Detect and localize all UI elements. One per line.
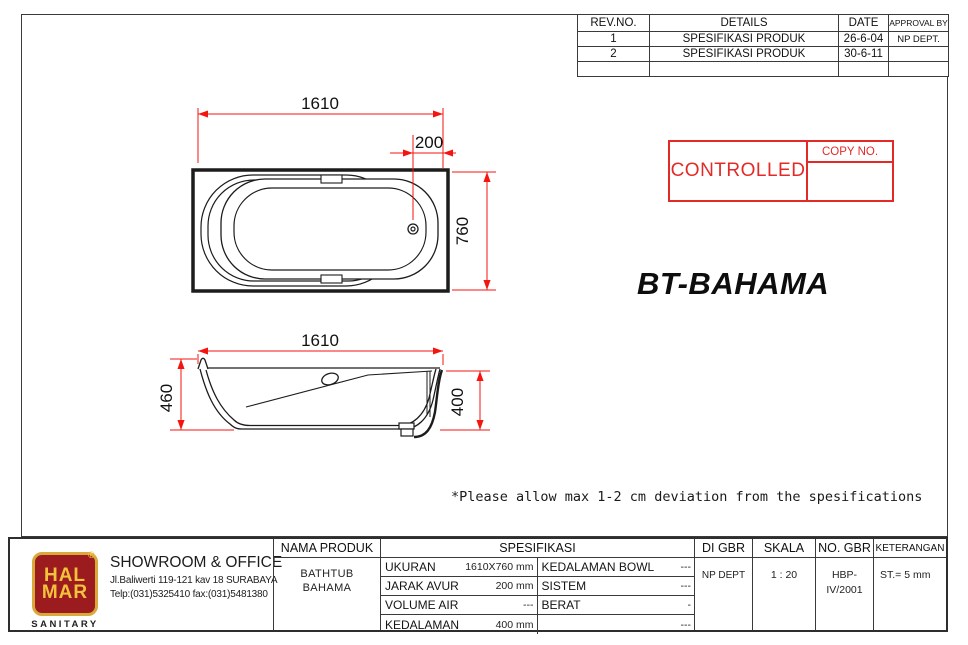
spec-value: --- bbox=[523, 599, 534, 611]
logo-text-line2: MAR bbox=[41, 582, 89, 603]
nama-produk-cell bbox=[273, 539, 380, 630]
revision-row bbox=[578, 62, 949, 77]
dim-length-side-view: 1610 bbox=[301, 331, 339, 350]
spec-row-kedalaman-bowl bbox=[538, 558, 695, 577]
spec-value: - bbox=[687, 599, 691, 611]
office-phone: Telp:(031)5325410 fax:(031)5481380 bbox=[110, 589, 268, 600]
spec-value: --- bbox=[680, 618, 691, 631]
company-cell bbox=[10, 539, 283, 630]
rev-no: 2 bbox=[578, 47, 650, 62]
registered-mark: ® bbox=[88, 550, 95, 560]
rev-details: SPESIFIKASI PRODUK bbox=[650, 47, 839, 62]
drain-pipe-assembly bbox=[399, 370, 442, 437]
dim-height-left: 460 bbox=[157, 383, 176, 413]
spec-left-column bbox=[381, 558, 538, 634]
controlled-label: CONTROLLED bbox=[670, 160, 806, 181]
di-gbr-value: NP DEPT bbox=[701, 570, 746, 581]
controlled-stamp bbox=[668, 140, 894, 202]
tub-grip-bottom bbox=[321, 275, 342, 283]
rev-date: 26-6-04 bbox=[839, 32, 889, 47]
date-header: DATE bbox=[839, 15, 889, 32]
office-info bbox=[110, 554, 283, 600]
approval-by-header: APPROVAL BY bbox=[889, 15, 949, 32]
spesifikasi-header: SPESIFIKASI bbox=[381, 539, 694, 558]
rev-date: 30-6-11 bbox=[839, 47, 889, 62]
copy-no-cell bbox=[806, 142, 892, 200]
spec-label: SISTEM bbox=[541, 579, 587, 593]
revision-row bbox=[578, 47, 949, 62]
dim-length-top-view: 1610 bbox=[301, 94, 339, 113]
spec-label: BERAT bbox=[541, 598, 581, 612]
copy-no-label: COPY NO. bbox=[808, 142, 892, 163]
office-address: Jl.Baliwerti 119-121 kav 18 SURABAYA bbox=[110, 575, 278, 586]
product-title: BT-BAHAMA bbox=[637, 266, 830, 301]
spec-row-ukuran bbox=[381, 558, 537, 577]
bathtub-side-view-drawing bbox=[150, 325, 505, 447]
keterangan-cell bbox=[873, 539, 946, 630]
drain-hole bbox=[408, 224, 418, 234]
dimension-lines bbox=[170, 351, 490, 430]
spec-value: 1610X760 mm bbox=[465, 561, 534, 573]
spec-label: VOLUME AIR bbox=[385, 598, 459, 612]
skala-header: SKALA bbox=[753, 539, 815, 558]
rev-date bbox=[839, 62, 889, 77]
logo-sanitary-label: SANITARY bbox=[31, 619, 99, 630]
rev-approval bbox=[889, 62, 949, 77]
revision-header-row bbox=[578, 15, 949, 32]
product-name-line2: BAHAMA bbox=[302, 582, 352, 594]
no-gbr-line2: IV/2001 bbox=[826, 584, 863, 596]
nama-produk-header: NAMA PRODUK bbox=[274, 539, 380, 558]
details-header: DETAILS bbox=[650, 15, 839, 32]
keterangan-value: ST.= 5 mm bbox=[880, 569, 931, 581]
tub-profile bbox=[198, 358, 440, 429]
rev-no-header: REV.NO. bbox=[578, 15, 650, 32]
deviation-note: *Please allow max 1-2 cm deviation from the spesifications bbox=[451, 489, 923, 505]
rev-no: 1 bbox=[578, 32, 650, 47]
revision-table bbox=[577, 14, 949, 77]
product-name bbox=[274, 558, 380, 595]
rev-approval bbox=[889, 47, 949, 62]
spesifikasi-cell bbox=[380, 539, 694, 630]
spec-row-berat bbox=[538, 596, 695, 615]
no-gbr-header: NO. GBR bbox=[816, 539, 873, 558]
spec-row-empty bbox=[538, 615, 695, 634]
spec-value: --- bbox=[680, 561, 691, 573]
spec-row-kedalaman bbox=[381, 615, 537, 634]
dim-width-top-view: 760 bbox=[453, 216, 472, 246]
dim-drain-offset: 200 bbox=[414, 133, 444, 152]
spec-label: KEDALAMAN BOWL bbox=[541, 560, 655, 574]
dim-height-right: 400 bbox=[448, 387, 467, 417]
rev-details bbox=[650, 62, 839, 77]
skala-value: 1 : 20 bbox=[770, 569, 798, 581]
spec-value: 200 mm bbox=[495, 580, 534, 592]
spec-row-sistem bbox=[538, 577, 695, 596]
bathtub-top-view-drawing bbox=[150, 82, 510, 307]
spec-label: UKURAN bbox=[385, 560, 436, 574]
keterangan-header: KETERANGAN bbox=[874, 539, 946, 558]
logo-text-line1: HAL bbox=[43, 565, 87, 586]
spec-value: 400 mm bbox=[495, 618, 534, 631]
office-title: SHOWROOM & OFFICE bbox=[110, 554, 283, 571]
skala-cell bbox=[752, 539, 815, 630]
spec-right-column bbox=[538, 558, 695, 634]
halmar-logo bbox=[32, 552, 98, 616]
no-gbr-value bbox=[816, 558, 873, 598]
no-gbr-line1: HBP- bbox=[831, 569, 858, 581]
spec-row-volume-air bbox=[381, 596, 537, 615]
product-name-line1: BATHTUB bbox=[300, 568, 354, 580]
no-gbr-cell bbox=[815, 539, 873, 630]
title-block bbox=[8, 537, 948, 632]
tub-bowl bbox=[234, 188, 426, 270]
rev-approval: NP DEPT. bbox=[889, 32, 949, 47]
spec-value: --- bbox=[680, 580, 691, 592]
revision-row bbox=[578, 32, 949, 47]
di-gbr-cell bbox=[694, 539, 752, 630]
spec-row-jarak-avur bbox=[381, 577, 537, 596]
rev-no bbox=[578, 62, 650, 77]
rev-details: SPESIFIKASI PRODUK bbox=[650, 32, 839, 47]
spec-label: JARAK AVUR bbox=[385, 579, 459, 593]
tub-grip-top bbox=[321, 175, 342, 183]
di-gbr-header: DI GBR bbox=[695, 539, 752, 558]
spec-label: KEDALAMAN bbox=[385, 617, 460, 632]
